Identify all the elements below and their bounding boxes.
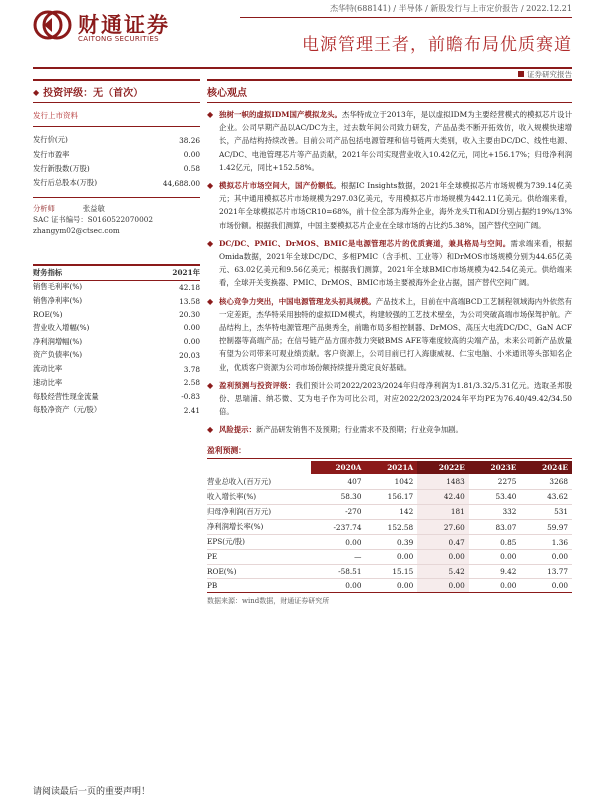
forecast-row-label: 营业总收入(百万元) xyxy=(207,474,311,489)
analyst-block xyxy=(33,197,200,236)
forecast-cell: 43.62 xyxy=(520,489,572,504)
forecast-cell: 5.42 xyxy=(417,564,469,578)
metrics-value: 3.78 xyxy=(183,364,200,374)
metrics-row xyxy=(33,281,200,295)
forecast-cell: — xyxy=(311,550,366,564)
metrics-value: 20.30 xyxy=(179,309,200,319)
forecast-cell: 0.00 xyxy=(417,550,469,564)
issue-info-title: 发行上市资料 xyxy=(33,110,200,127)
metrics-row xyxy=(33,348,200,362)
metrics-value: 2.58 xyxy=(183,378,200,388)
core-view-body: 我们预计公司2022/2023/2024年归母净利润为1.81/3.32/5.31亿元。选取圣邦股份、思瑞浦、纳芯微、艾为电子作为可比公司，对应2022/2023/2024年平均PE为76.40/49.42/34.50倍。 xyxy=(219,380,572,417)
metrics-row xyxy=(33,321,200,335)
page-header xyxy=(0,0,600,79)
metrics-table xyxy=(33,281,200,418)
metrics-row xyxy=(33,308,200,321)
metrics-label: 营业收入增幅(%) xyxy=(33,322,90,332)
diamond-icon: ◆ xyxy=(207,296,214,306)
diamond-icon: ◆ xyxy=(207,110,214,119)
metrics-label: 每股经营性现金流量 xyxy=(33,391,99,401)
forecast-cell: 58.30 xyxy=(311,489,366,504)
analyst-role: 分析师 xyxy=(33,203,55,213)
forecast-cell: 0.00 xyxy=(469,550,521,564)
core-views-title: 核心观点 xyxy=(207,79,572,103)
forecast-cell: 0.00 xyxy=(417,578,469,592)
metrics-year: 2021年 xyxy=(172,267,200,277)
metrics-label: 资产负债率(%) xyxy=(33,350,83,360)
forecast-cell: 0.00 xyxy=(311,578,366,592)
forecast-source: 数据来源：wind数据，财通证券研究所 xyxy=(207,596,330,605)
rating-box xyxy=(33,79,200,103)
logo-text-en: CAITONG SECURITIES xyxy=(78,35,159,43)
forecast-cell: 9.42 xyxy=(469,564,521,578)
forecast-cell: 0.00 xyxy=(469,578,521,592)
forecast-cell: 27.60 xyxy=(417,520,469,535)
forecast-corner xyxy=(207,461,311,475)
core-view-body: 产品技术上，目前在中高端BCD工艺制程领域海内外依然有一定差距，杰华特采用独特的虚拟IDM模式，构建较强的工艺技术壁垒，为公司突破高端市场保驾护航。产品结构上，杰华特电源管理产品奥秀全，前瞻布局多相控制器、DrMOS、高压大电流DC/DC、GaN ACF控制器等高端产品；在信号链产品方面亦鼓力突破BMS AFE等难度较高的尖端产品，未来公司新产品放量有望为公司带来可观业绩贡献。客户资源上，公司目前已打入海康威视、仁宝电脑、小米通讯等头部知名企业，优质客户资源为公司市场份额持续提升奠定良好基础。 xyxy=(219,296,572,372)
forecast-row xyxy=(207,578,572,592)
issue-info-value: 38.26 xyxy=(179,135,200,145)
forecast-row xyxy=(207,535,572,550)
metrics-label: 销售净利率(%) xyxy=(33,296,83,306)
issue-info-value: 0.00 xyxy=(183,150,200,160)
issue-info-value: 0.58 xyxy=(183,164,200,174)
analyst-cert: SAC 证书编号：S0160522070002 xyxy=(33,214,154,224)
sidebar xyxy=(33,79,200,417)
breadcrumb: 杰华特(688141) / 半导体 / 新股发行与上市定价报告 / 2022.12.21 xyxy=(330,4,572,13)
issue-info-label: 发行价(元) xyxy=(33,135,68,145)
analyst-email[interactable]: zhangym02@ctsec.com xyxy=(33,225,120,235)
diamond-icon: ◆ xyxy=(33,86,40,97)
forecast-column-header: 2020A xyxy=(311,461,366,475)
diamond-icon: ◆ xyxy=(207,238,214,248)
forecast-cell: 13.77 xyxy=(520,564,572,578)
issue-info-table xyxy=(33,133,200,191)
core-view-body: 新产品研发销售不及预期；行业需求不及预期；行业竞争加剧。 xyxy=(255,425,463,435)
issue-info-value: 44,688.00 xyxy=(162,178,200,188)
report-type-text: 证券研究报告 xyxy=(527,70,572,79)
forecast-cell: 407 xyxy=(311,474,366,489)
forecast-cell: 181 xyxy=(417,504,469,519)
metrics-label: 速动比率 xyxy=(33,377,63,387)
metrics-value: -0.83 xyxy=(181,392,200,402)
forecast-cell: 0.00 xyxy=(365,578,417,592)
metrics-label: 流动比率 xyxy=(33,364,63,374)
forecast-row-label: 净利润增长率(%) xyxy=(207,520,311,535)
metrics-label: ROE(%) xyxy=(33,309,63,319)
forecast-cell: 42.40 xyxy=(417,489,469,504)
forecast-row-label: 收入增长率(%) xyxy=(207,489,311,504)
metrics-value: 20.03 xyxy=(179,350,200,360)
core-view-item xyxy=(207,237,572,290)
forecast-cell: 0.00 xyxy=(311,535,366,550)
forecast-column-header: 2024E xyxy=(520,461,572,475)
forecast-cell: 0.85 xyxy=(469,535,521,550)
forecast-cell: 53.40 xyxy=(469,489,521,504)
forecast-cell: 0.39 xyxy=(365,535,417,550)
forecast-cell: 0.00 xyxy=(520,550,572,564)
metrics-label: 每股净资产（元/股） xyxy=(33,405,102,415)
forecast-cell: 15.15 xyxy=(365,564,417,578)
metrics-row xyxy=(33,376,200,390)
footer-disclaimer: 请阅读最后一页的重要声明！ xyxy=(33,787,151,797)
forecast-row xyxy=(207,474,572,489)
metrics-value: 2.41 xyxy=(183,405,200,415)
core-view-body: 根据IC Insights数据，2021年全球模拟芯片市场规模为739.14亿美元；其中通用模拟芯片市场规模为297.03亿美元，专用模拟芯片市场规模为442.11亿美元。供给端来看，2021年全球模拟芯片市场CR10=68%，前十位全部为海外企业，海外龙头TI和ADI分别占据约19%/13%市场份额。根据我们测算，中国主要模拟芯片企业在全球市场的占比约5.38%，国产替代空间广阔。 xyxy=(219,181,572,230)
rating-label: 投资评级：无（首次） xyxy=(43,88,144,99)
core-view-heading: 核心竞争力突出，中国电源管理龙头初具规模。 xyxy=(219,296,376,306)
core-view-body: 杰华特成立于2013年，是以虚拟IDM为主要经营模式的模拟芯片设计企业。公司早期产品以AC/DC为主，过去数年间公司致力研发，产品品类不断开拓效仿，收入规模快速增长，产品结构持续改善。目前公司产品包括电源管理和信号链两大类别，收入主要由DC/DC、线性电源、AC/DC、电池管理芯片等产品贡献，2021年公司实现营业收入10.42亿元，同比+156.17%；归母净利润1.42亿元，同比+152.58%。 xyxy=(219,110,572,172)
metrics-title: 财务指标 xyxy=(33,267,63,277)
forecast-cell: 1.36 xyxy=(520,535,572,550)
forecast-row xyxy=(207,520,572,535)
logo-text-cn: 财通证券 xyxy=(78,13,170,37)
forecast-cell: 59.97 xyxy=(520,520,572,535)
forecast-row-label: ROE(%) xyxy=(207,564,311,578)
core-view-heading: DC/DC、PMIC、DrMOS、BMIC是电源管理芯片的优质赛道，兼具格局与空间。 xyxy=(219,238,511,248)
forecast-cell: 531 xyxy=(520,504,572,519)
core-view-body: 需求端来看，根据Omida数据，2021年全球DC/DC、多相PMIC（含手机、工业等）和DrMOS市场规模分别为44.65亿美元、63.02亿美元和9.56亿美元；根据我们测算，2021年全球BMIC市场规模为42.54亿美元。供给端来看，全球开关变换器、PMIC、DrMOS、BMIC市场主要被海外企业占据，国产替代空间广阔。 xyxy=(219,238,572,288)
report-headline: 电源管理王者，前瞻布局优质赛道 xyxy=(302,35,572,55)
forecast-cell: 0.00 xyxy=(520,578,572,592)
metrics-row xyxy=(33,390,200,404)
diamond-icon: ◆ xyxy=(207,380,214,390)
forecast-cell: 3268 xyxy=(520,474,572,489)
forecast-cell: 332 xyxy=(469,504,521,519)
metrics-value: 42.18 xyxy=(179,282,200,292)
forecast-cell: 142 xyxy=(365,504,417,519)
analyst-name: 张益敏 xyxy=(83,203,105,213)
core-view-heading: 独树一帜的虚拟IDM国产模拟龙头。 xyxy=(219,110,342,119)
core-view-item xyxy=(207,179,572,232)
forecast-cell: 1483 xyxy=(417,474,469,489)
title-divider xyxy=(33,67,572,69)
core-view-heading: 风险提示： xyxy=(219,425,256,435)
core-view-heading: 模拟芯片市场空间大，国产份额低。 xyxy=(219,181,341,191)
core-view-heading: 盈利预测与投资评级： xyxy=(219,380,296,390)
forecast-title: 盈利预测： xyxy=(207,445,572,459)
metrics-row xyxy=(33,335,200,349)
forecast-cell: 2275 xyxy=(469,474,521,489)
forecast-table xyxy=(207,461,572,593)
forecast-column-header: 2022E xyxy=(417,461,469,475)
forecast-row xyxy=(207,564,572,578)
forecast-cell: -237.74 xyxy=(311,520,366,535)
header-divider xyxy=(240,17,572,18)
forecast-column-header: 2023E xyxy=(469,461,521,475)
forecast-row xyxy=(207,489,572,504)
diamond-icon: ◆ xyxy=(207,425,214,435)
forecast-cell: 1042 xyxy=(365,474,417,489)
forecast-row-label: 归母净利润(百万元) xyxy=(207,504,311,519)
issue-info-row xyxy=(33,176,200,190)
metrics-row xyxy=(33,294,200,308)
metrics-header xyxy=(33,264,200,281)
forecast-row-label: PB xyxy=(207,578,311,592)
core-view-item xyxy=(207,379,572,419)
core-view-item xyxy=(207,295,572,374)
metrics-value: 13.58 xyxy=(179,296,200,306)
diamond-icon: ◆ xyxy=(207,181,214,191)
forecast-cell: 152.58 xyxy=(365,520,417,535)
issue-info-label: 发行新股数(万股) xyxy=(33,163,90,173)
forecast-cell: 0.00 xyxy=(365,550,417,564)
forecast-row xyxy=(207,550,572,564)
forecast-cell: 0.47 xyxy=(417,535,469,550)
forecast-row-label: EPS(元/股) xyxy=(207,535,311,550)
square-icon xyxy=(518,71,524,77)
core-view-item xyxy=(207,108,572,174)
caitong-logo-icon xyxy=(33,10,73,40)
issue-info-row xyxy=(33,162,200,176)
forecast-cell: 83.07 xyxy=(469,520,521,535)
forecast-column-header: 2021A xyxy=(365,461,417,475)
main-content xyxy=(207,79,572,606)
core-views-list xyxy=(207,108,572,437)
issue-info-label: 发行市盈率 xyxy=(33,149,70,159)
forecast-cell: -58.51 xyxy=(311,564,366,578)
issue-info-row xyxy=(33,133,200,147)
forecast-row-label: PE xyxy=(207,550,311,564)
issue-info-label: 发行后总股本(万股) xyxy=(33,178,98,188)
issue-info-row xyxy=(33,147,200,161)
metrics-value: 0.00 xyxy=(183,337,200,347)
forecast-cell: -270 xyxy=(311,504,366,519)
core-view-item xyxy=(207,423,572,436)
metrics-row xyxy=(33,362,200,376)
forecast-row xyxy=(207,504,572,519)
metrics-label: 销售毛利率(%) xyxy=(33,282,83,292)
metrics-row xyxy=(33,404,200,418)
forecast-cell: 156.17 xyxy=(365,489,417,504)
metrics-label: 净利润增幅(%) xyxy=(33,336,83,346)
metrics-value: 0.00 xyxy=(183,323,200,333)
